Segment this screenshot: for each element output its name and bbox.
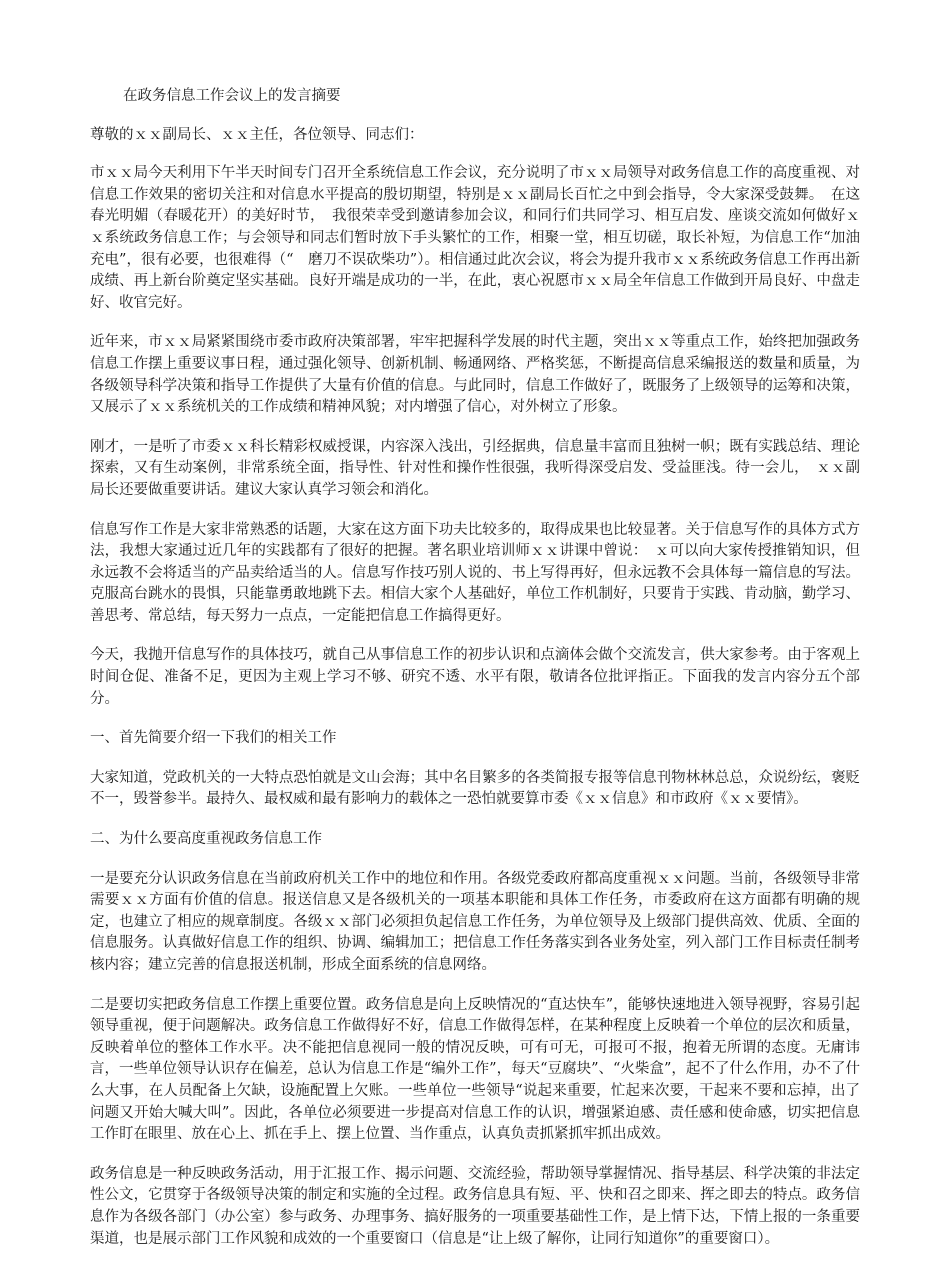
- document-page: [90, 86, 860, 1268]
- salutation: 尊敬的ｘｘ副局长、ｘｘ主任，各位领导、同志们：: [90, 126, 424, 143]
- section-1-paragraph-1: 大家知道，党政机关的一大特点恐怕就是文山会海；其中名目繁多的各类简报专报等信息刊物林林总总，众说纷纭，褒贬不一，毁誉参半。最持久、最权威和最有影响力的载体之一恐怕就要算市委《ｘｘ信息》和市政府《ｘｘ要情》。: [90, 769, 860, 808]
- section-2-paragraph-2: 二是要切实把政务信息工作摆上重要位置。政务信息是向上反映情况的“直达快车”，能够快速地进入领导视野，容易引起领导重视，便于问题解决。政务信息工作做得好不好，信息工作做得怎样，在某种程度上反映着一个单位的层次和质量，反映着单位的整体工作水平。决不能把信息视同一般的情况反映，可有可无，可报可不报，抱着无所谓的态度。无庸讳言，一些单位领导认识存在偏差，总认为信息工作是“编外工作”，每天“豆腐块”、“火柴盒”，起不了什么作用，办不了什么大事，在人员配备上欠缺，设施配置上欠账。一些单位一些领导“说起来重要，忙起来次要，干起来不要和忘掉，出了问题又开始大喊大叫”。因此，各单位必须要进一步提高对信息工作的认识，增强紧迫感、责任感和使命感，切实把信息工作盯在眼里、放在心上、抓在手上、摆上位置、当作重点，认真负责抓紧抓牢抓出成效。: [90, 996, 860, 1143]
- intro-paragraph-2: 近年来，市ｘｘ局紧紧围绕市委市政府决策部署，牢牢把握科学发展的时代主题，突出ｘｘ等重点工作，始终把加强政务信息工作摆上重要议事日程，通过强化领导、创新机制、畅通网络、严格奖惩，不断提高信息采编报送的数量和质量，为各级领导科学决策和指导工作提供了大量有价值的信息。与此同时，信息工作做好了，既服务了上级领导的运筹和决策，又展示了ｘｘ系统机关的工作成绩和精神风貌；对内增强了信心，对外树立了形象。: [90, 334, 860, 416]
- intro-paragraph-1: 市ｘｘ局今天利用下午半天时间专门召开全系统信息工作会议，充分说明了市ｘｘ局领导对政务信息工作的高度重视、对信息工作效果的密切关注和对信息水平提高的殷切期望，特别是ｘｘ副局长百忙之中到会指导，令大家深受鼓舞。 在这春光明媚（春暖花开）的美好时节， 我很荣幸受到邀请参加会议，和同行们共同学习、相互启发、座谈交流如何做好ｘｘ系统政务信息工作；与会领导和同志们暂时放下手头繁忙的工作，相聚一堂，相互切磋，取长补短，为信息工作“加油充电”，很有必要，也很难得（“ 磨刀不误砍柴功”）。相信通过此次会议，将会为提升我市ｘｘ系统政务信息工作再出新成绩、再上新台阶奠定坚实基础。良好开端是成功的一半，在此，衷心祝愿市ｘｘ局全年信息工作做到开局良好、中盘走好、收官完好。: [90, 165, 860, 311]
- intro-paragraph-5: 今天，我抛开信息写作的具体技巧，就自己从事信息工作的初步认识和点滴体会做个交流发言，供大家参考。由于客观上时间仓促、准备不足，更因为主观上学习不够、研究不透、水平有限，敬请各位批评指正。下面我的发言内容分五个部分。: [90, 647, 860, 707]
- section-2-paragraph-1: 一是要充分认识政务信息在当前政府机关工作中的地位和作用。各级党委政府都高度重视ｘｘ问题。当前，各级领导非常需要ｘｘ方面有价值的信息。报送信息又是各级机关的一项基本职能和具体工作任务，市委政府在这方面都有明确的规定，也建立了相应的规章制度。各级ｘｘ部门必须担负起信息工作任务，为单位领导及上级部门提供高效、优质、全面的信息服务。认真做好信息工作的组织、协调、编辑加工；把信息工作任务落实到各业务处室，列入部门工作目标责任制考核内容；建立完善的信息报送机制，形成全面系统的信息网络。: [90, 870, 860, 973]
- section-2-heading: 二、为什么要高度重视政务信息工作: [90, 831, 322, 848]
- intro-paragraph-4: 信息写作工作是大家非常熟悉的话题，大家在这方面下功夫比较多的，取得成果也比较显著。关于信息写作的具体方式方法，我想大家通过近几年的实践都有了很好的把握。著名职业培训师ｘｘ讲课中曾说： ｘ可以向大家传授推销知识，但永远教不会将适当的产品卖给适当的人。信息写作技巧别人说的、书上写得再好，但永远教不会具体每一篇信息的写法。克服高台跳水的畏惧，只能靠勇敢地跳下去。相信大家个人基础好，单位工作机制好，只要肯于实践、肯动脑，勤学习、善思考、常总结，每天努力一点点，一定能把信息工作搞得更好。: [90, 521, 860, 624]
- section-1-heading: 一、首先简要介绍一下我们的相关工作: [90, 730, 337, 747]
- document-title: 在政务信息工作会议上的发言摘要: [123, 88, 341, 104]
- intro-paragraph-3: 刚才，一是听了市委ｘｘ科长精彩权威授课，内容深入浅出，引经据典，信息量丰富而且独树一帜；既有实践总结、理论探索，又有生动案例，非常系统全面，指导性、针对性和操作性很强，我听得深受启发、受益匪浅。待一会儿， ｘｘ副局长还要做重要讲话。建议大家认真学习领会和消化。: [90, 438, 860, 498]
- section-2-paragraph-3: 政务信息是一种反映政务活动，用于汇报工作、揭示问题、交流经验，帮助领导掌握情况、指导基层、科学决策的非法定性公文，它贯穿于各级领导决策的制定和实施的全过程。政务信息具有短、平、快和召之即来、挥之即去的特点。政务信息作为各级各部门（办公室）参与政务、办理事务、搞好服务的一项重要基础性工作，是上情下达，下情上报的一条重要渠道，也是展示部门工作风貌和成效的一个重要窗口（信息是“让上级了解你，让同行知道你”的重要窗口）。: [90, 1165, 860, 1247]
